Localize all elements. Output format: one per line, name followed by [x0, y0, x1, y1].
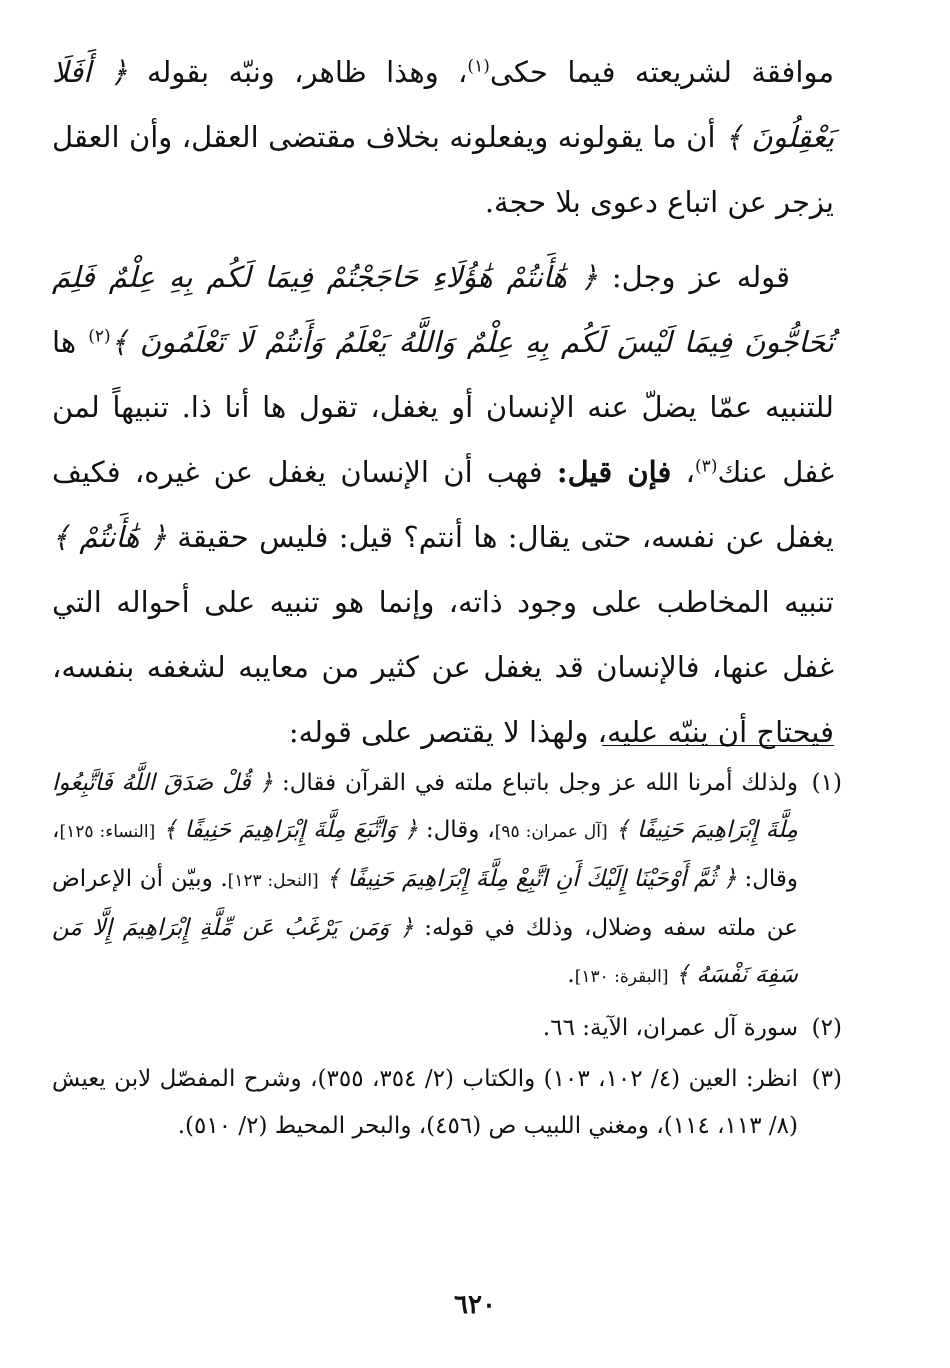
paragraph-1 — [52, 40, 834, 235]
verse-reference: [النساء: ١٢٥] — [59, 822, 156, 842]
footnote-separator — [602, 745, 834, 746]
text-segment: قوله عز وجل: — [611, 260, 791, 294]
footnotes — [52, 760, 842, 1154]
paragraph-2 — [52, 245, 834, 765]
footnote-marker-2: (٢) — [88, 326, 111, 347]
quran-verse: ﴿ قُلْ صَدَقَ اللَّهُ فَاتَّبِعُوا مِلَّةَ إِبْرَاهِيمَ حَنِيفًا ﴾ — [52, 770, 799, 843]
text-segment: ولذلك أمرنا الله عز وجل باتباع ملته في القرآن فقال: — [281, 770, 799, 796]
main-text — [52, 40, 834, 775]
footnote-marker-3: (٣) — [695, 456, 718, 477]
footnote-2 — [52, 1005, 842, 1052]
footnote-marker-1: (١) — [467, 56, 490, 77]
text-segment: فهب أن الإنسان يغفل عن غيره، فكيف يغفل عن نفسه، حتى يقال: ها أنتم؟ قيل: فليس حقيقة — [52, 455, 834, 554]
quran-verse: ﴿ وَمَن يَرْغَبُ عَن مِّلَّةِ إِبْرَاهِيمَ إِلَّا مَن سَفِهَ نَفْسَهُ ﴾ — [52, 915, 798, 988]
verse-reference: [آل عمران: ٩٥] — [494, 822, 608, 842]
footnote-number: (٢) — [811, 1015, 842, 1041]
text-segment: ، وقال: — [52, 817, 799, 892]
text-segment: تنبيه المخاطب على وجود ذاته، وإنما هو تنبيه على أحواله التي غفل عنها، فالإنسان قد يغفل عن كثير من معايبه لشغفه بنفسه، فيحتاج أن ينبّه عليه، ولهذا لا يقتصر على قوله: — [52, 585, 834, 749]
quran-verse: ﴿ ثُمَّ أَوْحَيْنَا إِلَيْكَ أَنِ اتَّبِعْ مِلَّةَ إِبْرَاهِيمَ حَنِيفًا ﴾ — [326, 866, 737, 892]
footnote-3 — [52, 1056, 842, 1150]
footnote-number: (٣) — [811, 1066, 842, 1092]
quran-verse: ﴿ وَاتَّبَعَ مِلَّةَ إِبْرَاهِيمَ حَنِيفًا ﴾ — [163, 817, 418, 843]
text-segment: . — [567, 962, 575, 988]
text-segment: انظر: العين (٤/ ١٠٢، ١٠٣) والكتاب (٢/ ٣٥٤، ٣٥٥)، وشرح المفصّل لابن يعيش (٨/ ١١٣، ١١٤)، ومغني اللبيب ص (٤٥٦)، والبحر المحيط (٢/ ٥١٠). — [52, 1066, 799, 1139]
verse-reference: [النحل: ١٢٣] — [227, 871, 319, 891]
page-number: ٦٢٠ — [454, 1290, 496, 1320]
quran-verse: ﴿ هَٰأَنتُمْ ﴾ — [52, 520, 167, 554]
text-segment: أن ما يقولونه ويفعلونه بخلاف مقتضى العقل، وأن العقل يزجر عن اتباع دعوى بلا حجة. — [52, 120, 834, 219]
text-segment: . وبيّن أن الإعراض عن ملته سفه وضلال، وذلك في قوله: — [52, 866, 799, 941]
text-segment: سورة آل عمران، الآية: ٦٦. — [542, 1015, 798, 1041]
text-segment: ، وقال: — [425, 817, 495, 843]
quran-verse: ﴿ هَٰأَنتُمْ هَٰؤُلَاءِ حَاجَجْتُمْ فِيمَا لَكُم بِهِ عِلْمٌ فَلِمَ تُحَاجُّونَ فِيمَا لَيْسَ لَكُم بِهِ عِلْمٌ وَاللَّهُ يَعْلَمُ وَأَنتُمْ لَا تَعْلَمُونَ ﴾ — [52, 260, 834, 359]
text-segment: موافقة لشريعته فيما حكى — [489, 55, 834, 89]
verse-reference: [البقرة: ١٣٠] — [574, 967, 669, 987]
text-segment: ها للتنبيه عمّا يضلّ عنه الإنسان أو يغفل، تقول ها أنا ذا. تنبيهاً لمن غفل عنك — [52, 325, 835, 489]
text-segment: ، — [685, 455, 696, 489]
footnote-number: (١) — [811, 770, 842, 796]
text-segment: ، وهذا ظاهر، ونبّه بقوله — [146, 55, 468, 89]
objection-phrase: فإن قيل: — [556, 455, 672, 489]
footnote-1 — [52, 760, 842, 1001]
quran-verse: ﴿ أَفَلَا يَعْقِلُونَ ﴾ — [52, 55, 835, 154]
